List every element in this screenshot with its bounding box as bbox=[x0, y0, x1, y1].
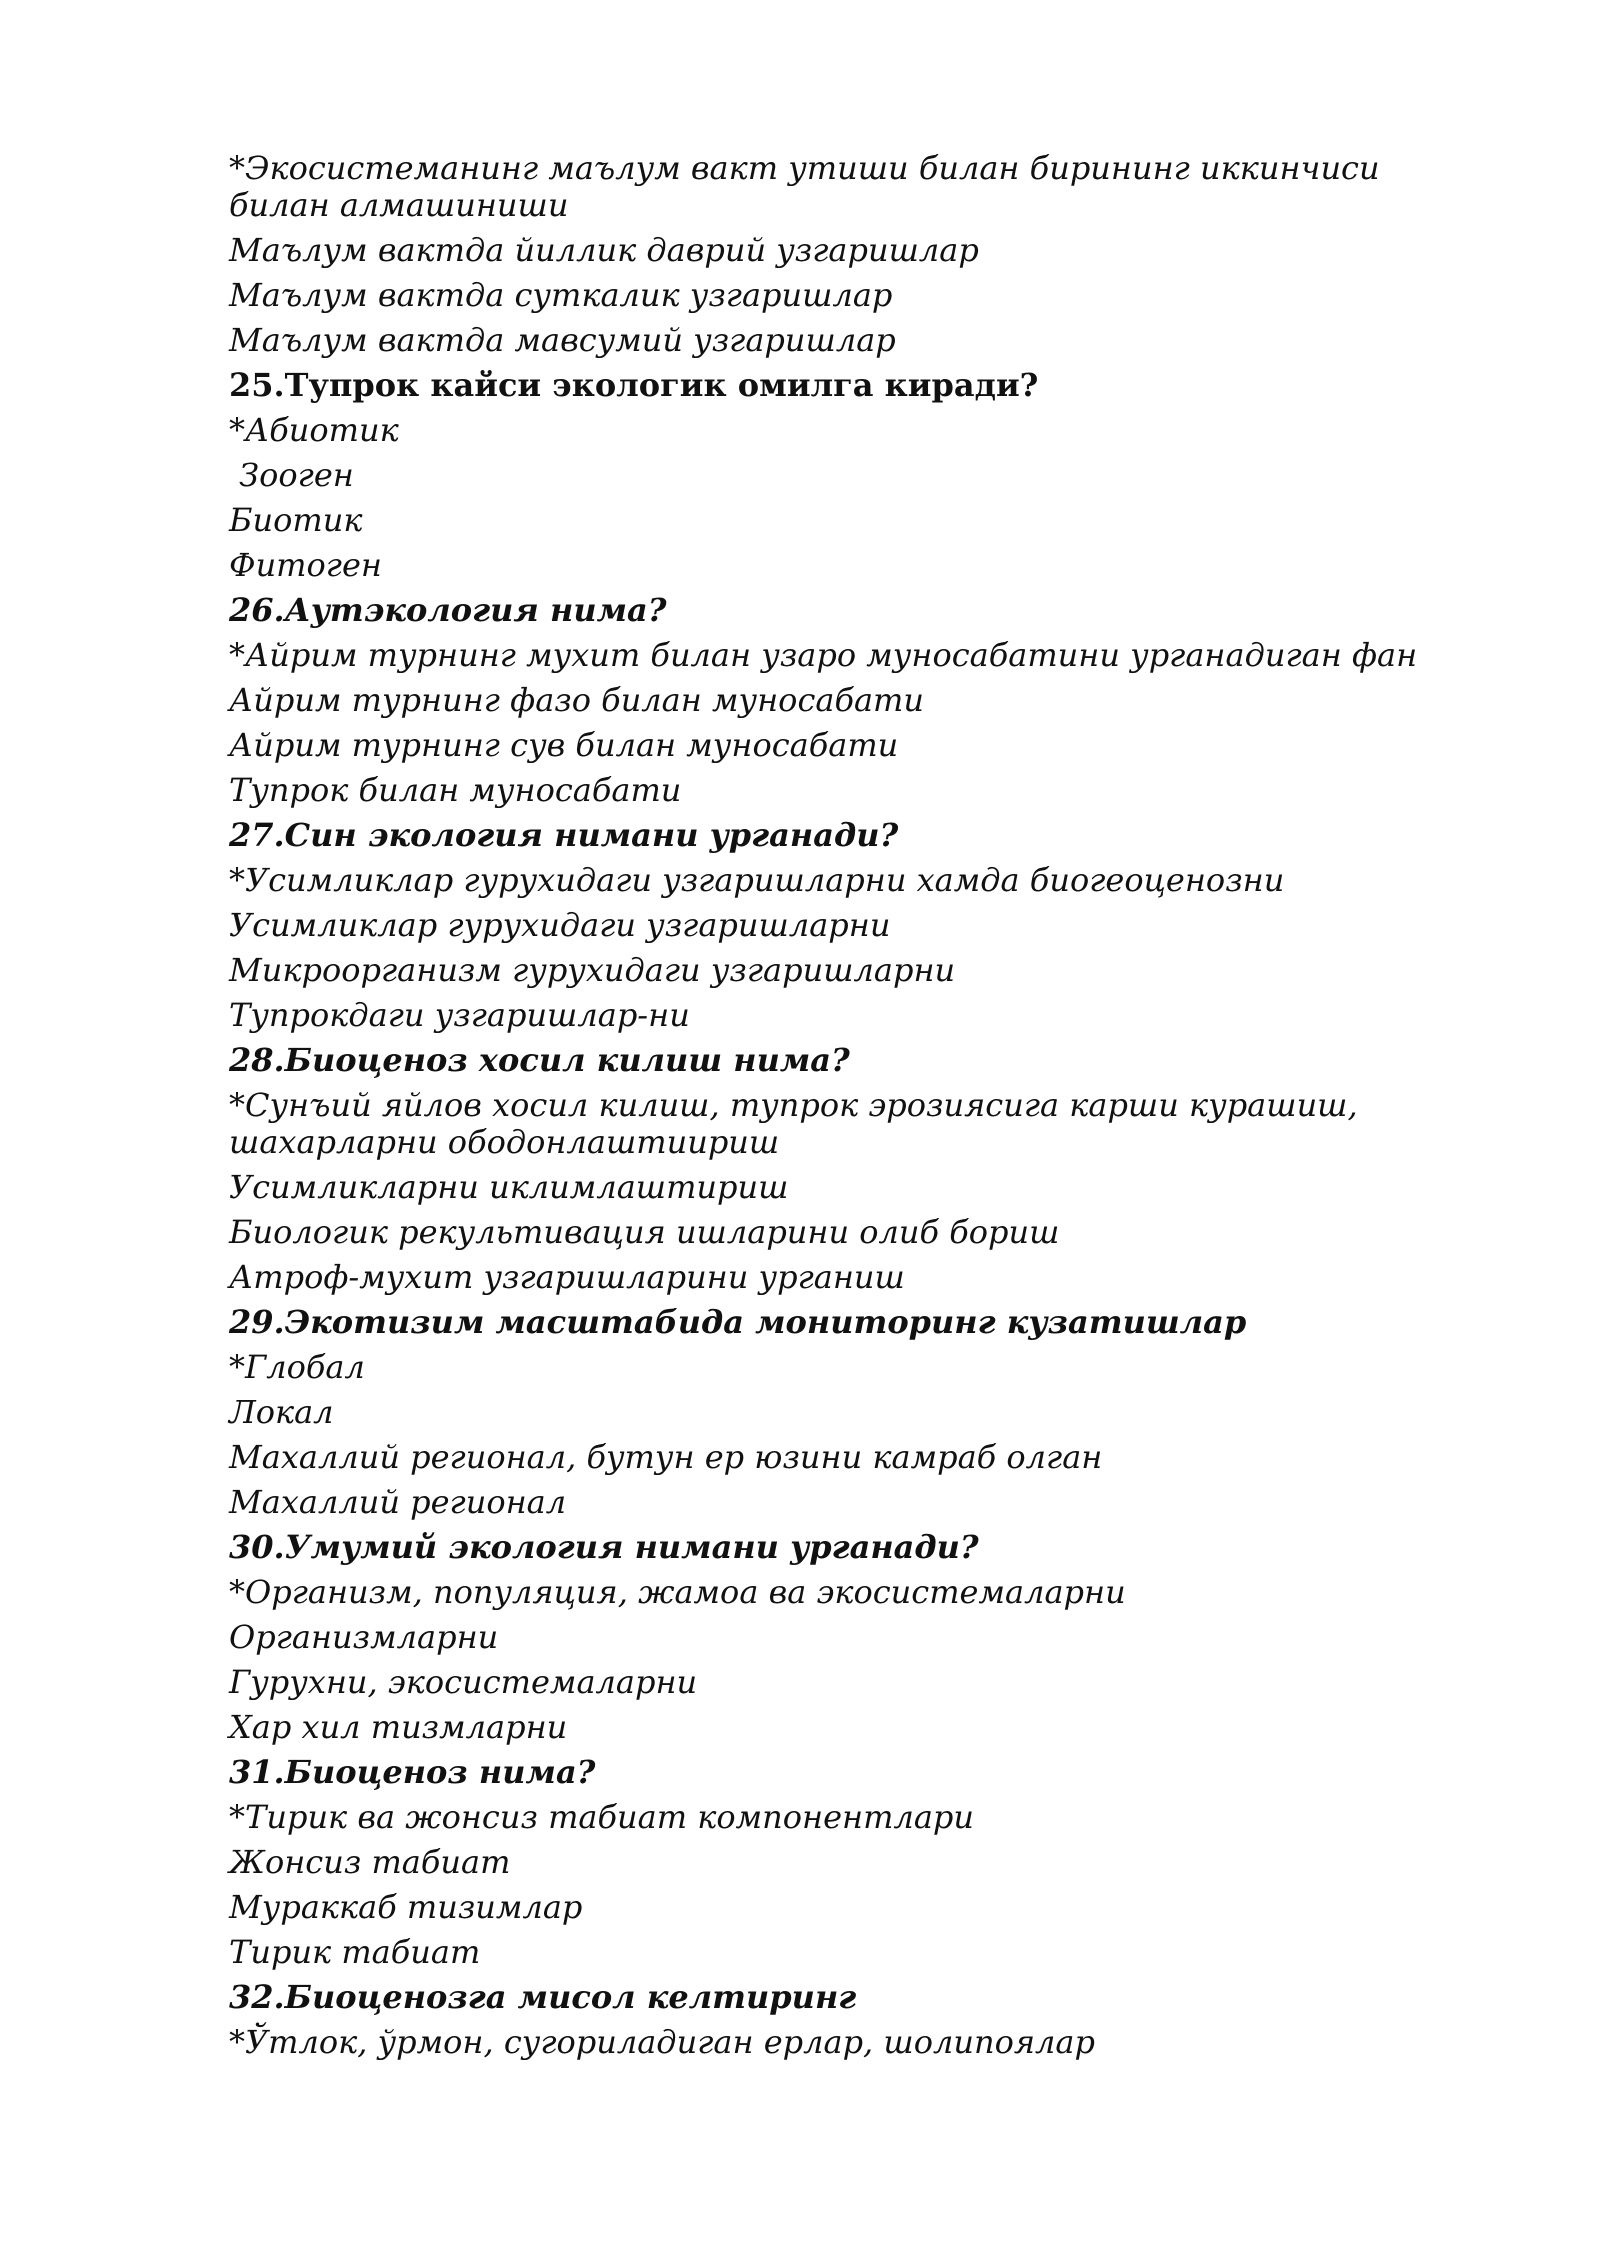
question-27: 27.Син экология нимани урганади? bbox=[229, 816, 899, 854]
answer-line: Атроф-мухит узгаришларини урганиш bbox=[229, 1258, 905, 1296]
answer-line: Усимликлар гурухидаги узгаришларни bbox=[229, 906, 891, 944]
answer-line: Тупрок билан муносабати bbox=[229, 771, 682, 809]
answer-line: *Сунъий яйлов хосил килиш, тупрок эрозиясига карши курашиш, шахарларни ободонлаштиириш bbox=[229, 1086, 1358, 1161]
answer-line: Усимликларни иклимлаштириш bbox=[229, 1168, 789, 1206]
answer-line: Маълум вактда йиллик даврий узгаришлар bbox=[229, 231, 979, 269]
answer-line: *Тирик ва жонсиз табиат компонентлари bbox=[229, 1798, 974, 1836]
answer-line: Биотик bbox=[229, 501, 363, 539]
question-30: 30.Умумий экология нимани урганади? bbox=[229, 1528, 979, 1566]
answer-line: Айрим турнинг фазо билан муносабати bbox=[229, 681, 924, 719]
answer-line: *Айрим турнинг мухит билан узаро муносабатини урганадиган фан bbox=[229, 636, 1418, 674]
answer-line: Гурухни, экосистемаларни bbox=[229, 1663, 698, 1701]
answer-line: *Абиотик bbox=[229, 411, 399, 449]
answer-line: Махаллий регионал bbox=[229, 1483, 567, 1521]
question-29: 29.Экотизим масштабида мониторинг кузатишлар bbox=[229, 1303, 1247, 1341]
answer-line: Жонсиз табиат bbox=[229, 1843, 511, 1881]
answer-line: Маълум вактда суткалик узгаришлар bbox=[229, 276, 893, 314]
answer-line: Хар хил тизмларни bbox=[229, 1708, 568, 1746]
answer-line: *Ўтлок, ўрмон, сугориладиган ерлар, шолипоялар bbox=[229, 2023, 1095, 2061]
document-page bbox=[229, 150, 1489, 2069]
answer-line: Локал bbox=[229, 1393, 334, 1431]
answer-line: Организмларни bbox=[229, 1618, 499, 1656]
question-31: 31.Биоценоз нима? bbox=[229, 1753, 596, 1791]
answer-line: *Экосистеманинг маълум вакт утиши билан бирининг иккинчиси билан алмашиниши bbox=[229, 149, 1380, 224]
answer-line: *Усимликлар гурухидаги узгаришларни хамда биогеоценозни bbox=[229, 861, 1285, 899]
question-25: 25.Тупрок кайси экологик омилга киради? bbox=[229, 366, 1039, 404]
answer-line: Биологик рекультивация ишларини олиб бориш bbox=[229, 1213, 1060, 1251]
answer-line: Айрим турнинг сув билан муносабати bbox=[229, 726, 899, 764]
answer-line: Тупрокдаги узгаришлар-ни bbox=[229, 996, 690, 1034]
answer-line: Тирик табиат bbox=[229, 1933, 481, 1971]
answer-line: *Организм, популяция, жамоа ва экосистемаларни bbox=[229, 1573, 1126, 1611]
answer-line: Микроорганизм гурухидаги узгаришларни bbox=[229, 951, 956, 989]
question-26: 26.Аутэкология нима? bbox=[229, 591, 667, 629]
answer-line: Мураккаб тизимлар bbox=[229, 1888, 583, 1926]
answer-line: Фитоген bbox=[229, 546, 382, 584]
question-28: 28.Биоценоз хосил килиш нима? bbox=[229, 1041, 850, 1079]
answer-line: Зооген bbox=[229, 456, 354, 494]
question-32: 32.Биоценозга мисол келтиринг bbox=[229, 1978, 857, 2016]
answer-line: *Глобал bbox=[229, 1348, 365, 1386]
answer-line: Маълум вактда мавсумий узгаришлар bbox=[229, 321, 896, 359]
answer-line: Махаллий регионал, бутун ер юзини камраб олган bbox=[229, 1438, 1103, 1476]
